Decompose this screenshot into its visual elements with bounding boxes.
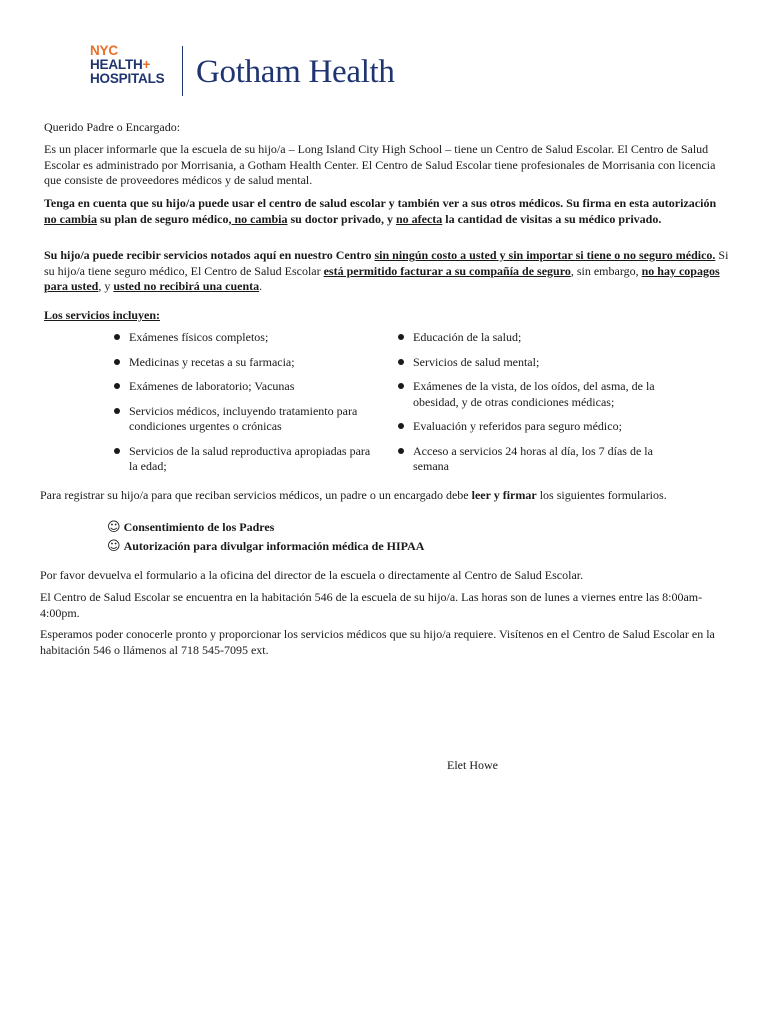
form-label-hipaa: Autorización para divulgar información médica de HIPAA bbox=[123, 539, 425, 553]
free-bold-underline-4: usted no recibirá una cuenta bbox=[113, 279, 260, 293]
service-item: Medicinas y recetas a su farmacia; bbox=[114, 355, 379, 371]
note-paragraph bbox=[44, 196, 730, 227]
free-bold-underline-2: está permitido facturar a su compañía de seguro bbox=[323, 263, 571, 278]
forms-list bbox=[107, 518, 424, 556]
return-paragraph: Por favor devuelva el formulario a la oficina del director de la escuela o directamente al Centro de Salud Escolar. bbox=[40, 568, 584, 582]
free-text-4: . bbox=[259, 279, 263, 293]
services-right-column bbox=[398, 330, 688, 484]
free-services-paragraph bbox=[44, 248, 730, 295]
service-item: Evaluación y referidos para seguro médico; bbox=[398, 419, 688, 435]
free-text-3: , y bbox=[98, 279, 114, 293]
register-text-2: los siguientes formularios. bbox=[536, 488, 667, 502]
free-bold-underline-3: no hay copagos para usted bbox=[44, 263, 720, 293]
free-bold-1: Su hijo/a puede recibir servicios notados aquí en nuestro Centro bbox=[44, 248, 375, 262]
note-underline-1: no cambia bbox=[44, 211, 98, 226]
service-item: Servicios médicos, incluyendo tratamiento para condiciones urgentes o crónicas bbox=[114, 404, 379, 435]
free-text-1: Si su hijo/a tiene seguro médico, El Centro de Salud Escolar bbox=[44, 248, 729, 278]
services-title: Los servicios incluyen: bbox=[44, 308, 160, 322]
smiley-icon: ☺ bbox=[107, 520, 121, 535]
free-text-2: , sin embargo, bbox=[570, 263, 642, 278]
register-text-1: Para registrar su hijo/a para que reciban servicios médicos, un padre o un encargado debe bbox=[40, 488, 472, 502]
register-paragraph bbox=[40, 488, 740, 504]
smiley-icon: ☺ bbox=[107, 539, 121, 554]
form-item-hipaa bbox=[107, 537, 424, 556]
logo-hospitals: HOSPITALS bbox=[90, 71, 165, 86]
service-item: Servicios de salud mental; bbox=[398, 355, 688, 371]
services-left-column bbox=[114, 330, 379, 484]
location-paragraph: El Centro de Salud Escolar se encuentra en la habitación 546 de la escuela de su hijo/a. Las horas son de lunes a viernes entre las 8:00am-4:00pm. bbox=[40, 590, 703, 620]
service-item: Exámenes de laboratorio; Vacunas bbox=[114, 379, 379, 395]
gotham-health-logo: Gotham Health bbox=[196, 54, 395, 90]
service-item: Acceso a servicios 24 horas al día, los 7 días de la semana bbox=[398, 444, 688, 475]
service-item: Servicios de la salud reproductiva apropiadas para la edad; bbox=[114, 444, 379, 475]
services-section bbox=[44, 308, 730, 473]
note-text-1: Tenga en cuenta que su hijo/a puede usar el centro de salud escolar y también ver a sus otros médicos. Su firma en esta autorización bbox=[44, 196, 717, 210]
service-item: Educación de la salud; bbox=[398, 330, 688, 346]
form-label-consent: Consentimiento de los Padres bbox=[123, 520, 275, 534]
note-underline-2: , no cambia bbox=[228, 211, 288, 226]
service-item: Exámenes de la vista, de los oídos, del asma, de la obesidad, y de otras condiciones médicas; bbox=[398, 379, 688, 410]
nyc-health-hospitals-logo bbox=[90, 44, 164, 86]
logo-divider bbox=[182, 46, 183, 96]
note-text-2: su plan de seguro médico bbox=[97, 211, 229, 226]
greeting: Querido Padre o Encargado: bbox=[44, 120, 181, 134]
closing-paragraph: Esperamos poder conocerle pronto y proporcionar los servicios médicos que su hijo/a requiere. Visítenos en el Centro de Salud Escolar en la habitación 546 o llámenos al 718 545-7095 ext. bbox=[40, 627, 715, 657]
logo-plus: + bbox=[142, 57, 151, 72]
note-text-3: su doctor privado, y bbox=[287, 211, 396, 226]
note-underline-3: no afecta bbox=[395, 211, 443, 226]
note-text-4: la cantidad de visitas a su médico privado. bbox=[442, 211, 662, 226]
form-item-consent bbox=[107, 518, 424, 537]
logo-nyc: NYC bbox=[90, 43, 118, 58]
signature: Elet Howe bbox=[447, 758, 498, 772]
register-bold: leer y firmar bbox=[471, 488, 537, 502]
free-bold-underline-1: sin ningún costo a usted y sin importar si tiene o no seguro médico. bbox=[374, 248, 716, 262]
intro-paragraph: Es un placer informarle que la escuela de su hijo/a – Long Island City High School – tiene un Centro de Salud Escolar. El Centro de Salud Escolar es administrado por Morrisania, a Gotham Health Center. El Centro de Salud Escolar tiene profesionales de Morrisania con licencia que consiste de proveedores médicos y de salud mental. bbox=[44, 142, 716, 187]
logo-health: HEALTH bbox=[90, 57, 143, 72]
service-item: Exámenes físicos completos; bbox=[114, 330, 379, 346]
